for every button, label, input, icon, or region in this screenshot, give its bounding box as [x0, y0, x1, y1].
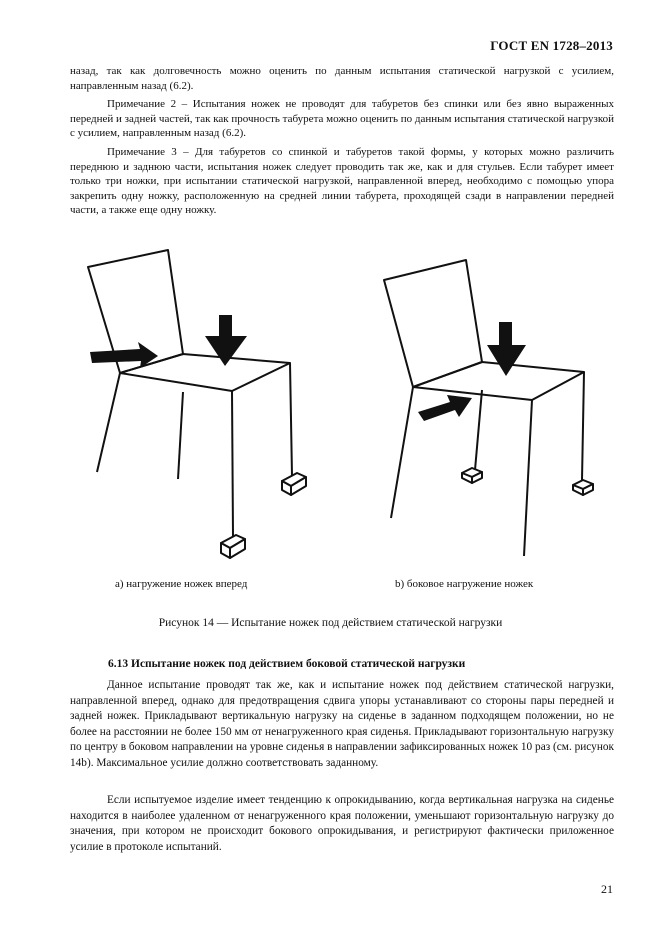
chair-forward-loading-drawing [88, 250, 306, 558]
caption-a: а) нагружение ножек вперед [115, 578, 248, 590]
section-paragraph-1: Данное испытание проводят так же, как и испытание ножек под действием статической нагрузки, направленной вперед, однако для предотвращения сдвига упоры устанавливают со стороны пары передней и задней ножек. Прикладывают вертикальную нагрузку на сиденье в заданном подходящем положении, но не более на расстоянии не более 150 мм от ненагруженного края сиденья. Прикладывают горизонтальную нагрузку по центру в боковом направлении на уровне сиденья в направлении зафиксированных ножек 10 раз (см. рисунок 14b). Максимальное усилие должно соответствовать заданному. [70, 679, 614, 769]
vertical-force-arrow-b [487, 322, 526, 376]
section-heading: 6.13 Испытание ножек под действием боковой статической нагрузки [108, 658, 466, 670]
note-2: Примечание 2 – Испытания ножек не проводят для табуретов без спинки или без явно выраженных передней и задней частей, так как прочность табурета можно оценить по данным испытания статической нагрузкой с усилием, направленным назад (6.2). [70, 98, 614, 139]
standard-header: ГОСТ EN 1728–2013 [490, 38, 613, 53]
note-3: Примечание 3 – Для табуретов со спинкой и табуретов такой формы, у которых можно различить переднюю и заднюю части, испытания ножек следует проводить так же, как и для стульев. Если табурет имеет только три ножки, при испытании статической нагрузкой, направленной вперед, необходимо с помощью упора закрепить одну ножку, расположенную на средней линии табурета, проходящей сзади в направлении передней части, а также еще одну ножку. [70, 146, 614, 216]
figure-title: Рисунок 14 — Испытание ножек под действием статической нагрузки [158, 617, 503, 629]
caption-b: b) боковое нагружение ножек [395, 578, 534, 590]
side-force-arrow [418, 395, 472, 421]
section-paragraph-2: Если испытуемое изделие имеет тенденцию к опрокидыванию, когда вертикальная нагрузка на сиденье находится в наиболее удаленном от ненагруженного края положении, уменьшают горизонтальную нагрузку до значения, при котором не происходит бокового опрокидывания, и регистрируют фактически приложенное усилие в протоколе испытаний. [70, 794, 614, 853]
paragraph-continuation: назад, так как долговечность можно оценить по данным испытания статической нагрузкой с усилием, направленным назад (6.2). [70, 65, 614, 92]
figure-14 [0, 240, 661, 580]
page-number: 21 [601, 882, 613, 896]
chair-side-loading-drawing [384, 260, 593, 556]
